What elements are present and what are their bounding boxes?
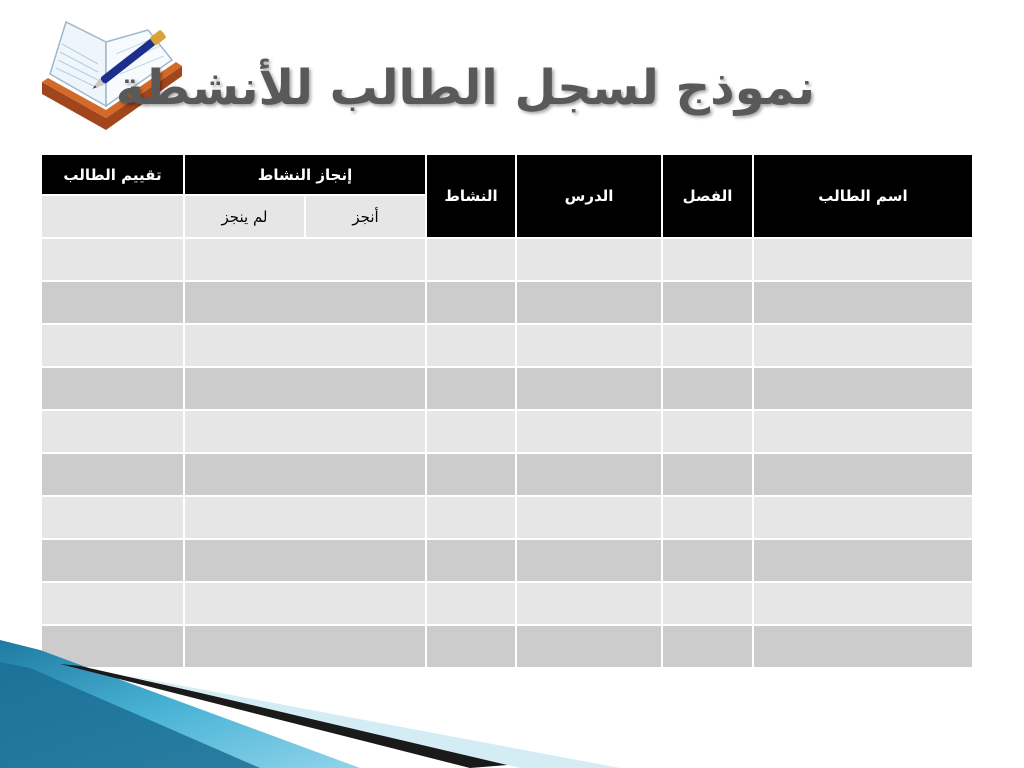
cell-class[interactable] — [662, 281, 753, 324]
header-activity-completion: إنجاز النشاط — [184, 154, 426, 195]
cell-lesson[interactable] — [516, 453, 662, 496]
cell-lesson[interactable] — [516, 238, 662, 281]
table-row — [41, 410, 973, 453]
cell-lesson[interactable] — [516, 281, 662, 324]
cell-lesson[interactable] — [516, 410, 662, 453]
cell-completion[interactable] — [184, 238, 426, 281]
header-student-evaluation: تقييم الطالب — [41, 154, 184, 195]
cell-student-name[interactable] — [753, 453, 973, 496]
table-row — [41, 238, 973, 281]
subheader-evaluation-blank — [41, 195, 184, 238]
cell-student-name[interactable] — [753, 281, 973, 324]
header-lesson: الدرس — [516, 154, 662, 238]
cell-activity[interactable] — [426, 238, 516, 281]
cell-student-name[interactable] — [753, 582, 973, 625]
table-row — [41, 453, 973, 496]
cell-student-name[interactable] — [753, 324, 973, 367]
cell-class[interactable] — [662, 367, 753, 410]
table-row — [41, 582, 973, 625]
cell-activity[interactable] — [426, 496, 516, 539]
cell-class[interactable] — [662, 453, 753, 496]
cell-student-name[interactable] — [753, 238, 973, 281]
corner-wave-decoration — [0, 640, 1024, 768]
cell-completion[interactable] — [184, 539, 426, 582]
cell-activity[interactable] — [426, 281, 516, 324]
table-row — [41, 324, 973, 367]
cell-class[interactable] — [662, 539, 753, 582]
cell-evaluation[interactable] — [41, 367, 184, 410]
subheader-done: أنجز — [305, 195, 426, 238]
cell-student-name[interactable] — [753, 539, 973, 582]
cell-evaluation[interactable] — [41, 281, 184, 324]
cell-activity[interactable] — [426, 367, 516, 410]
cell-evaluation[interactable] — [41, 582, 184, 625]
header-activity: النشاط — [426, 154, 516, 238]
cell-evaluation[interactable] — [41, 238, 184, 281]
cell-completion[interactable] — [184, 410, 426, 453]
table-row — [41, 539, 973, 582]
cell-activity[interactable] — [426, 539, 516, 582]
cell-activity[interactable] — [426, 582, 516, 625]
cell-class[interactable] — [662, 410, 753, 453]
page-title: نموذج لسجل الطالب للأنشطة — [115, 60, 815, 116]
cell-student-name[interactable] — [753, 496, 973, 539]
cell-completion[interactable] — [184, 453, 426, 496]
cell-lesson[interactable] — [516, 582, 662, 625]
subheader-not-done: لم ينجز — [184, 195, 305, 238]
cell-class[interactable] — [662, 238, 753, 281]
cell-completion[interactable] — [184, 367, 426, 410]
table-row — [41, 281, 973, 324]
cell-activity[interactable] — [426, 453, 516, 496]
cell-completion[interactable] — [184, 324, 426, 367]
cell-evaluation[interactable] — [41, 453, 184, 496]
cell-lesson[interactable] — [516, 367, 662, 410]
cell-student-name[interactable] — [753, 410, 973, 453]
cell-evaluation[interactable] — [41, 496, 184, 539]
cell-class[interactable] — [662, 582, 753, 625]
activity-record-table — [40, 153, 974, 669]
cell-class[interactable] — [662, 324, 753, 367]
cell-completion[interactable] — [184, 281, 426, 324]
cell-lesson[interactable] — [516, 496, 662, 539]
cell-student-name[interactable] — [753, 367, 973, 410]
table-row — [41, 496, 973, 539]
cell-activity[interactable] — [426, 410, 516, 453]
cell-completion[interactable] — [184, 582, 426, 625]
cell-evaluation[interactable] — [41, 539, 184, 582]
header-class: الفصل — [662, 154, 753, 238]
cell-evaluation[interactable] — [41, 410, 184, 453]
cell-evaluation[interactable] — [41, 324, 184, 367]
cell-lesson[interactable] — [516, 539, 662, 582]
cell-class[interactable] — [662, 496, 753, 539]
table-row — [41, 367, 973, 410]
cell-activity[interactable] — [426, 324, 516, 367]
header-student-name: اسم الطالب — [753, 154, 973, 238]
cell-completion[interactable] — [184, 496, 426, 539]
cell-lesson[interactable] — [516, 324, 662, 367]
